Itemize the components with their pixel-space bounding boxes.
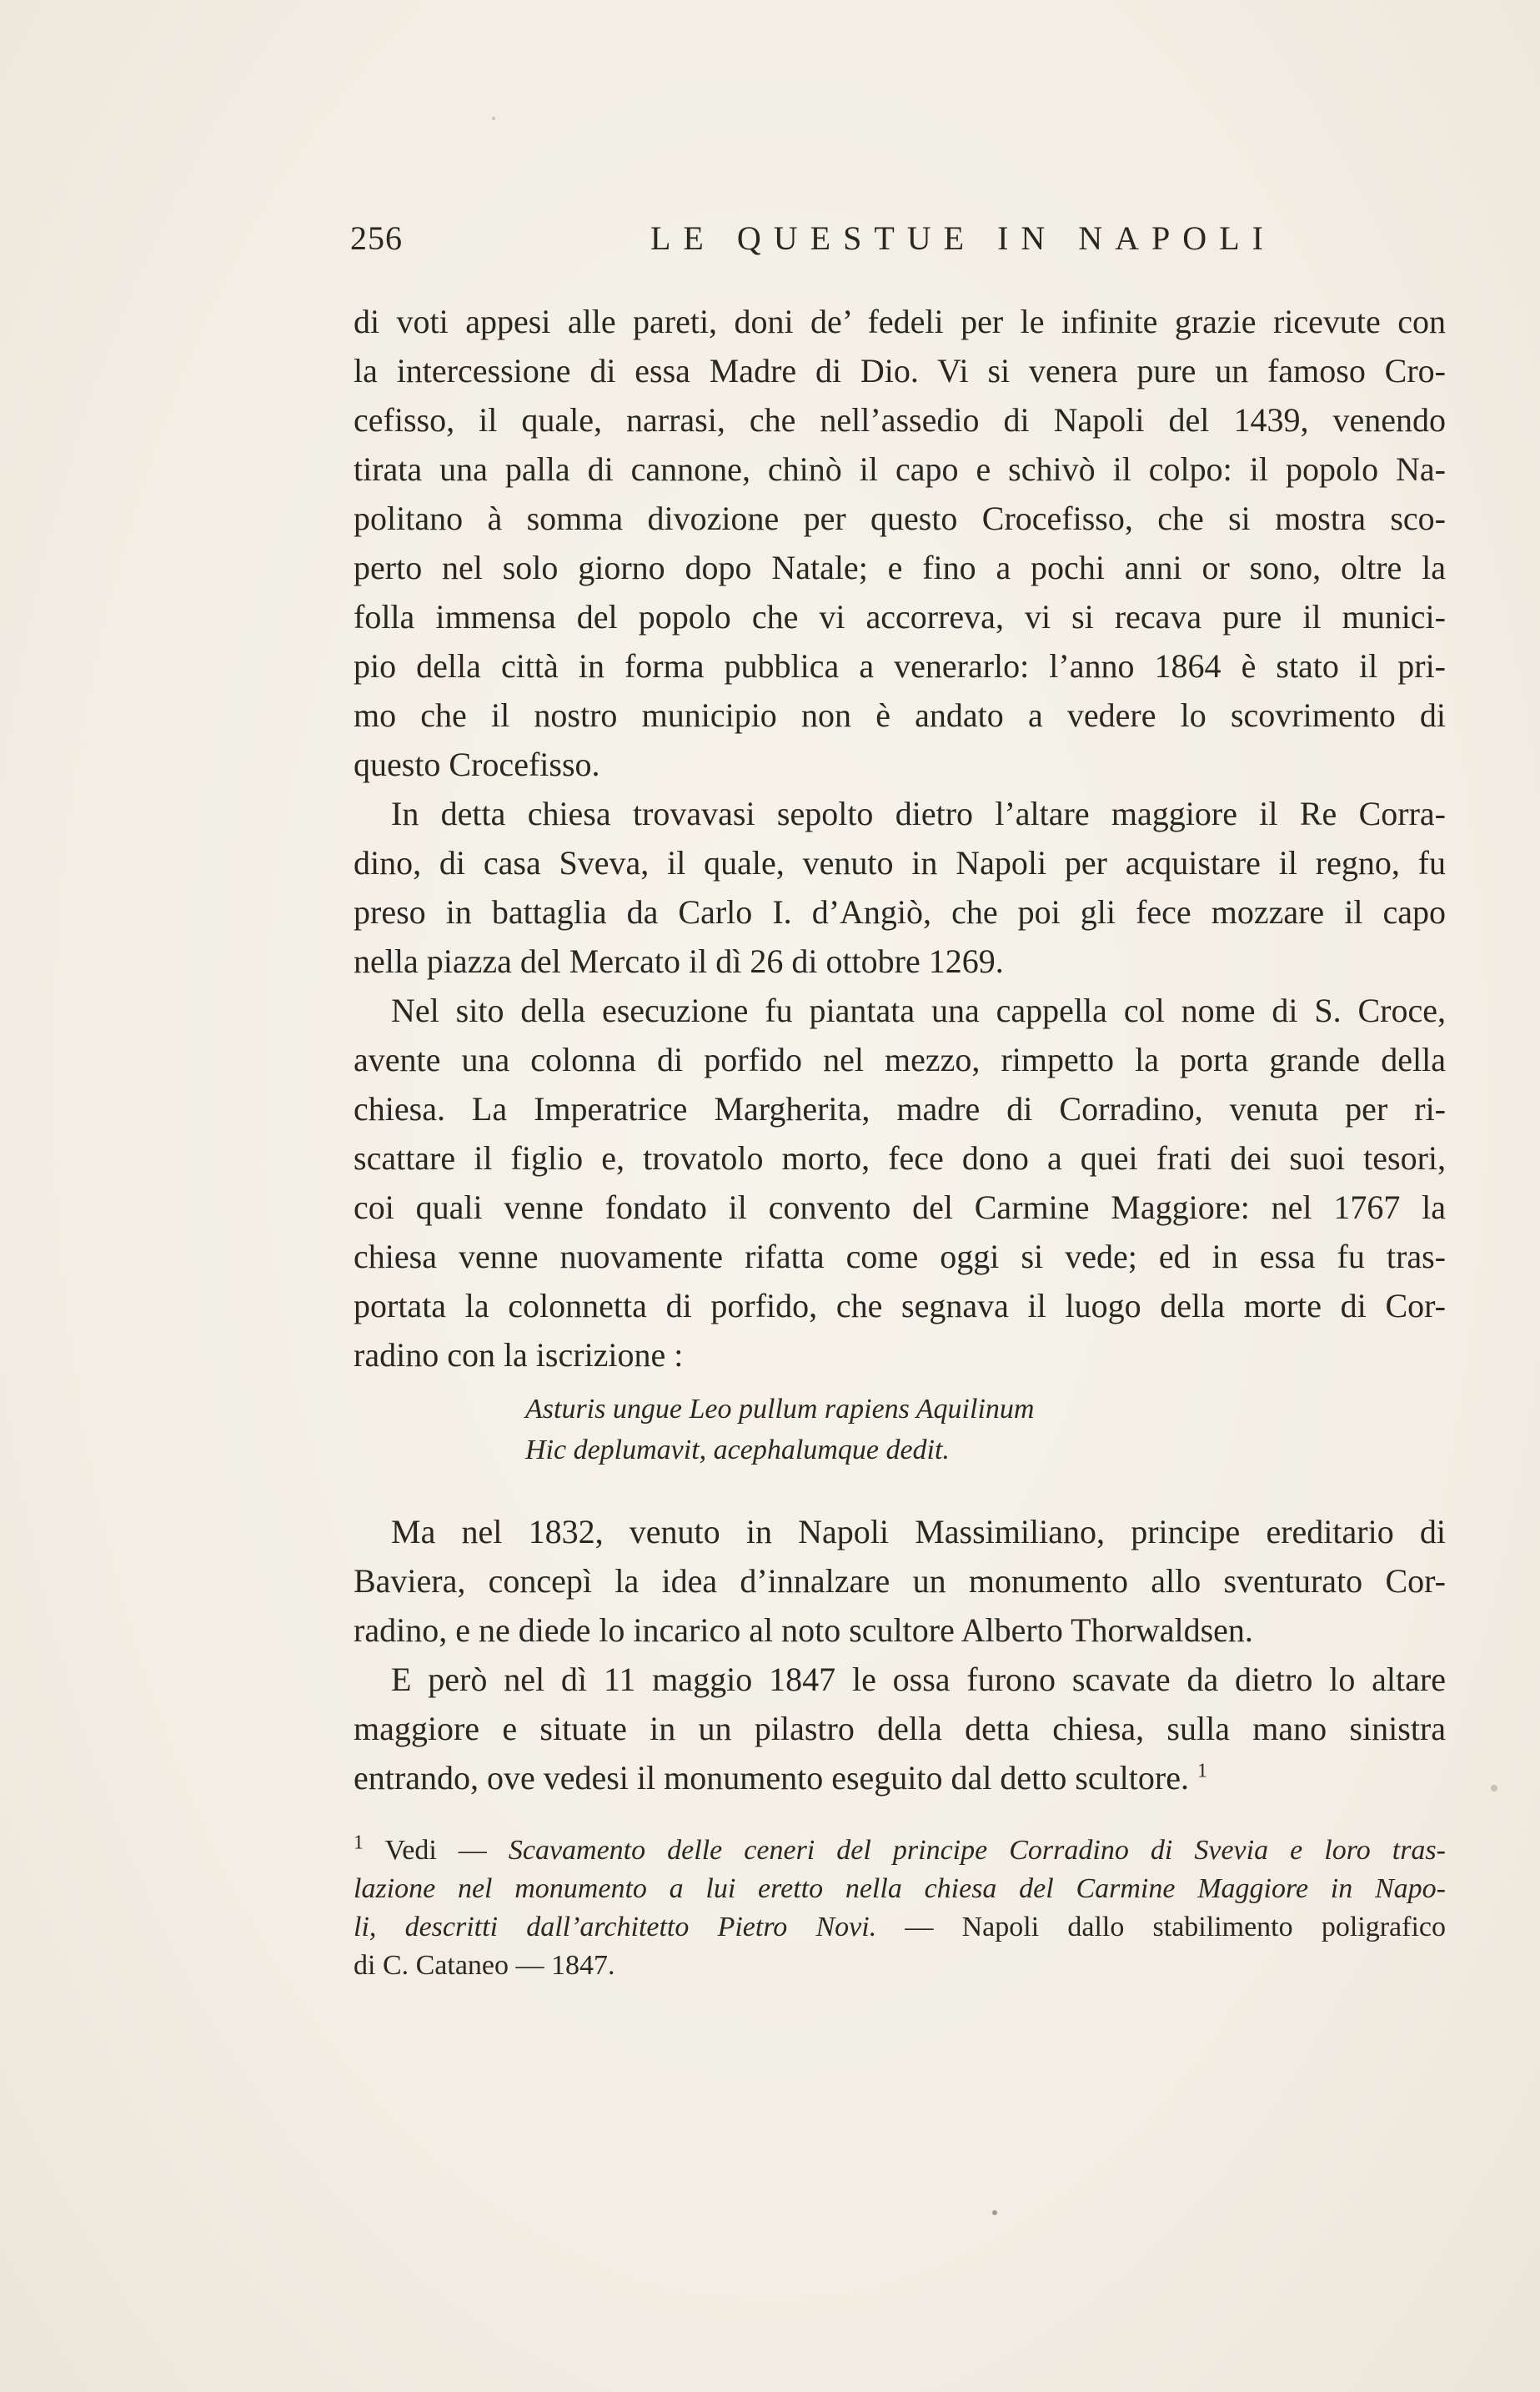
text-line: folla immensa del popolo che vi accorreva, vi si recava pure il munici-: [354, 598, 1446, 636]
page-number: 256: [350, 219, 403, 257]
text-line: cefisso, il quale, narrasi, che nell’assedio di Napoli del 1439, venendo: [354, 401, 1446, 439]
text-line: radino, e ne diede lo incarico al noto scultore Alberto Thorwaldsen.: [354, 1611, 1253, 1649]
text-line: maggiore e situate in un pilastro della detta chiesa, sulla mano sinistra: [354, 1710, 1446, 1747]
ink-speck: [992, 2210, 997, 2215]
ink-speck: [1491, 1785, 1497, 1791]
latin-inscription: [525, 1389, 1034, 1470]
text-line: [354, 1753, 1446, 1802]
ink-speck: [492, 117, 495, 120]
text-line: preso in battaglia da Carlo I. d’Angiò, che poi gli fece mozzare il capo: [354, 893, 1446, 931]
running-head: LE QUESTUE IN NAPOLI: [650, 219, 1276, 257]
verse-line: Hic deplumavit, acephalumque dedit.: [525, 1435, 950, 1465]
text-line-content: entrando, ove vedesi il monumento eseguito dal detto scultore.: [354, 1759, 1189, 1797]
footnote-line: [354, 1908, 1446, 1947]
footnote-reference: 1: [1196, 1760, 1207, 1782]
text-line: la intercessione di essa Madre di Dio. Vi si venera pure un famoso Cro-: [354, 352, 1446, 389]
footnote-title: lazione nel monumento a lui eretto nella chiesa del Carmine Maggiore in Napo-: [354, 1873, 1446, 1904]
text-line: questo Crocefisso.: [354, 746, 600, 783]
text-line: radino con la iscrizione :: [354, 1336, 684, 1374]
text-line: E però nel dì 11 maggio 1847 le ossa furono scavate da dietro lo altare: [391, 1661, 1446, 1698]
body-text: [354, 297, 1446, 1379]
verse-line: Asturis ungue Leo pullum rapiens Aquilinum: [525, 1394, 1035, 1425]
text-line: pio della città in forma pubblica a venerarlo: l’anno 1864 è stato il pri-: [354, 647, 1446, 685]
footnote-title: li, descritti dall’architetto Pietro Novi.: [354, 1912, 877, 1942]
footnote-line: di C. Cataneo — 1847.: [354, 1950, 615, 1981]
text-line: Baviera, concepì la idea d’innalzare un monumento allo sventurato Cor-: [354, 1562, 1446, 1600]
footnote: [354, 1832, 1446, 1985]
text-line: nella piazza del Mercato il dì 26 di ottobre 1269.: [354, 942, 1004, 980]
text-line: perto nel solo giorno dopo Natale; e fino a pochi anni or sono, oltre la: [354, 549, 1446, 586]
text-line: coi quali venne fondato il convento del Carmine Maggiore: nel 1767 la: [354, 1188, 1446, 1226]
text-line: avente una colonna di porfido nel mezzo, rimpetto la porta grande della: [354, 1041, 1446, 1078]
footnote-title: Scavamento delle ceneri del principe Corradino di Svevia e loro tras-: [508, 1835, 1446, 1866]
footnote-text: Vedi —: [384, 1835, 509, 1866]
text-line: politano à somma divozione per questo Crocefisso, che si mostra sco-: [354, 500, 1446, 537]
page-header: [350, 219, 1442, 260]
text-line: scattare il figlio e, trovatolo morto, fece dono a quei frati dei suoi tesori,: [354, 1139, 1446, 1177]
text-line: dino, di casa Sveva, il quale, venuto in Napoli per acquistare il regno, fu: [354, 844, 1446, 882]
footnote-mark: 1: [354, 1832, 364, 1854]
footnote-line: [354, 1832, 1446, 1870]
text-line: di voti appesi alle pareti, doni de’ fedeli per le infinite grazie ricevute con: [354, 303, 1446, 340]
text-line: portata la colonnetta di porfido, che segnava il luogo della morte di Cor-: [354, 1287, 1446, 1324]
text-line: chiesa venne nuovamente rifatta come oggi si vede; ed in essa fu tras-: [354, 1238, 1446, 1275]
text-line: Ma nel 1832, venuto in Napoli Massimiliano, principe ereditario di: [391, 1513, 1446, 1550]
text-line: chiesa. La Imperatrice Margherita, madre di Corradino, venuta per ri-: [354, 1090, 1446, 1128]
footnote-line: [354, 1870, 1446, 1908]
text-line: Nel sito della esecuzione fu piantata una cappella col nome di S. Croce,: [391, 992, 1446, 1029]
text-line: mo che il nostro municipio non è andato a vedere lo scovrimento di: [354, 696, 1446, 734]
footnote-text: — Napoli dallo stabilimento poligrafico: [876, 1912, 1446, 1942]
text-line: tirata una palla di cannone, chinò il capo e schivò il colpo: il popolo Na-: [354, 450, 1446, 488]
body-text-continued: [354, 1507, 1446, 1802]
text-line: In detta chiesa trovavasi sepolto dietro l’altare maggiore il Re Corra-: [391, 795, 1446, 832]
